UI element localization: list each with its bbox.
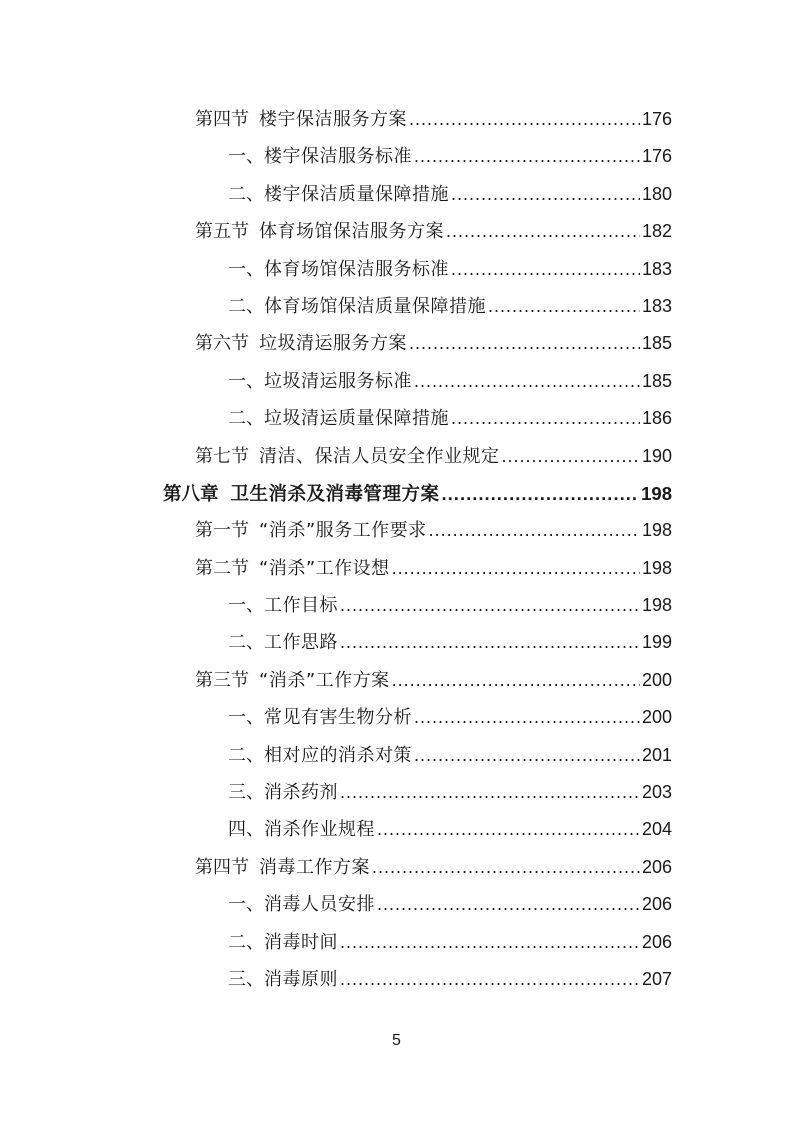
toc-entry[interactable] (0, 624, 793, 661)
toc-entry-number: 四、 (228, 819, 264, 841)
toc-entry[interactable] (0, 774, 793, 811)
toc-entry-number: 一、 (228, 370, 264, 392)
dot-leader (377, 886, 640, 923)
toc-entry[interactable] (0, 138, 793, 175)
toc-entry[interactable] (0, 849, 793, 886)
dot-leader (340, 924, 640, 961)
toc-entry-page: 198 (641, 520, 672, 541)
toc-entry-page: 198 (641, 557, 672, 578)
toc-entry-number: 一、 (228, 595, 264, 617)
toc-entry[interactable] (0, 101, 793, 138)
toc-entry[interactable] (0, 512, 793, 549)
toc-entry-title: “消杀”服务工作要求 (259, 520, 427, 542)
dot-leader (340, 624, 640, 661)
toc-entry-title: 相对应的消杀对策 (264, 744, 412, 766)
toc-entry-title: 垃圾清运服务标准 (264, 370, 412, 392)
toc-entry-title: 消杀作业规程 (264, 819, 375, 841)
dot-leader (340, 587, 640, 624)
toc-entry-number: 第四节 (195, 856, 249, 878)
dot-leader (409, 325, 640, 362)
dot-leader (414, 363, 640, 400)
toc-entry-page: 186 (641, 408, 672, 429)
toc-entry-number: 二、 (228, 295, 264, 317)
toc-entry-number: 二、 (228, 931, 264, 953)
toc-entry-title: 楼宇保洁服务方案 (259, 109, 407, 130)
dot-leader (488, 288, 640, 325)
toc-entry-page: 206 (641, 931, 672, 952)
toc-entry[interactable] (0, 550, 793, 587)
toc-entry[interactable] (0, 587, 793, 624)
toc-entry[interactable] (0, 213, 793, 250)
dot-leader (392, 662, 640, 699)
toc-chapter-entry[interactable] (0, 475, 793, 512)
toc-entry-page: 207 (641, 968, 672, 989)
toc-entry-page: 190 (641, 445, 672, 466)
dot-leader (451, 400, 640, 437)
toc-entry-title: 卫生消杀及消毒管理方案 (230, 483, 440, 505)
dot-leader (377, 811, 640, 848)
dot-leader (502, 438, 640, 475)
toc-entry-page: 198 (641, 595, 672, 616)
toc-entry-title: 垃圾清运质量保障措施 (264, 408, 449, 430)
toc-entry-page: 199 (641, 632, 672, 653)
dot-leader (451, 251, 640, 288)
toc-entry-number: 第二节 (195, 557, 249, 579)
dot-leader (446, 213, 640, 250)
dot-leader (451, 176, 640, 213)
dot-leader (414, 737, 640, 774)
toc-entry-number: 二、 (228, 408, 264, 430)
toc-entry-page: 206 (641, 894, 672, 915)
toc-entry-number: 第八章 (163, 483, 219, 505)
toc-entry[interactable] (0, 886, 793, 923)
toc-entry-number: 一、 (228, 707, 264, 729)
dot-leader (392, 550, 640, 587)
dot-leader (414, 138, 640, 175)
toc-entry-title: 楼宇保洁服务标准 (264, 146, 412, 168)
dot-leader (442, 475, 640, 512)
toc-entry[interactable] (0, 961, 793, 998)
toc-entry-number: 第一节 (195, 520, 249, 542)
toc-entry-title: 消毒时间 (264, 931, 338, 953)
toc-entry-page: 182 (641, 221, 672, 242)
toc-entry[interactable] (0, 737, 793, 774)
dot-leader (414, 699, 640, 736)
toc-entry-title: “消杀”工作方案 (259, 669, 390, 691)
page-number: 5 (392, 1032, 401, 1049)
toc-entry[interactable] (0, 438, 793, 475)
toc-entry-title: 体育场馆保洁服务标准 (264, 258, 449, 280)
toc-entry-page: 185 (641, 333, 672, 354)
toc-entry-number: 第五节 (195, 221, 249, 243)
toc-entry[interactable] (0, 811, 793, 848)
toc-entry-number: 第三节 (195, 669, 249, 691)
toc-entry-number: 二、 (228, 744, 264, 766)
toc-entry-title: “消杀”工作设想 (259, 557, 390, 579)
toc-entry-number: 第六节 (195, 333, 249, 355)
toc-entry-title: 垃圾清运服务方案 (259, 333, 407, 355)
toc-entry-number: 第七节 (195, 445, 249, 467)
dot-leader (409, 101, 640, 138)
toc-entry-page: 206 (641, 856, 672, 877)
toc-entry-number: 三、 (228, 782, 264, 804)
toc-entry-page: 180 (641, 183, 672, 204)
toc-entry-page: 176 (641, 109, 672, 129)
toc-entry-title: 清洁、保洁人员安全作业规定 (259, 445, 500, 467)
toc-entry-page: 201 (641, 744, 672, 765)
toc-entry-number: 一、 (228, 146, 264, 168)
toc-entry-page: 200 (641, 669, 672, 690)
toc-entry-page: 185 (641, 370, 672, 391)
toc-entry[interactable] (0, 662, 793, 699)
toc-entry-page: 204 (641, 819, 672, 840)
toc-entry-title: 消毒工作方案 (259, 856, 370, 878)
toc-entry[interactable] (0, 325, 793, 362)
toc-entry-title: 体育场馆保洁质量保障措施 (264, 295, 486, 317)
toc-entry-title: 工作目标 (264, 595, 338, 617)
dot-leader (429, 512, 640, 549)
toc-entry-page: 183 (641, 295, 672, 316)
toc-entry-number: 三、 (228, 968, 264, 990)
toc-entry[interactable] (0, 699, 793, 736)
toc-entry[interactable] (0, 924, 793, 961)
toc-entry-page: 176 (641, 146, 672, 167)
toc-entry-title: 消毒原则 (264, 968, 338, 990)
toc-entry[interactable] (0, 176, 793, 213)
toc-entry[interactable] (0, 400, 793, 437)
toc-entry-page: 200 (641, 707, 672, 728)
toc-entry-page: 198 (641, 482, 672, 504)
toc-entry[interactable] (0, 363, 793, 400)
toc-entry-number: 二、 (228, 183, 264, 205)
toc-entry-title: 楼宇保洁质量保障措施 (264, 183, 449, 205)
toc-entry-page: 203 (641, 782, 672, 803)
toc-entry-title: 消毒人员安排 (264, 894, 375, 916)
table-of-contents (0, 101, 793, 998)
dot-leader (340, 774, 640, 811)
dot-leader (372, 849, 640, 886)
toc-entry-number: 一、 (228, 258, 264, 280)
toc-entry-title: 常见有害生物分析 (264, 707, 412, 729)
toc-entry-title: 体育场馆保洁服务方案 (259, 221, 444, 243)
toc-entry-number: 一、 (228, 894, 264, 916)
toc-entry-page: 183 (641, 258, 672, 279)
toc-entry[interactable] (0, 251, 793, 288)
toc-entry[interactable] (0, 288, 793, 325)
toc-entry-number: 第四节 (195, 109, 249, 130)
toc-entry-title: 工作思路 (264, 632, 338, 654)
toc-entry-title: 消杀药剂 (264, 782, 338, 804)
toc-entry-number: 二、 (228, 632, 264, 654)
dot-leader (340, 961, 640, 998)
